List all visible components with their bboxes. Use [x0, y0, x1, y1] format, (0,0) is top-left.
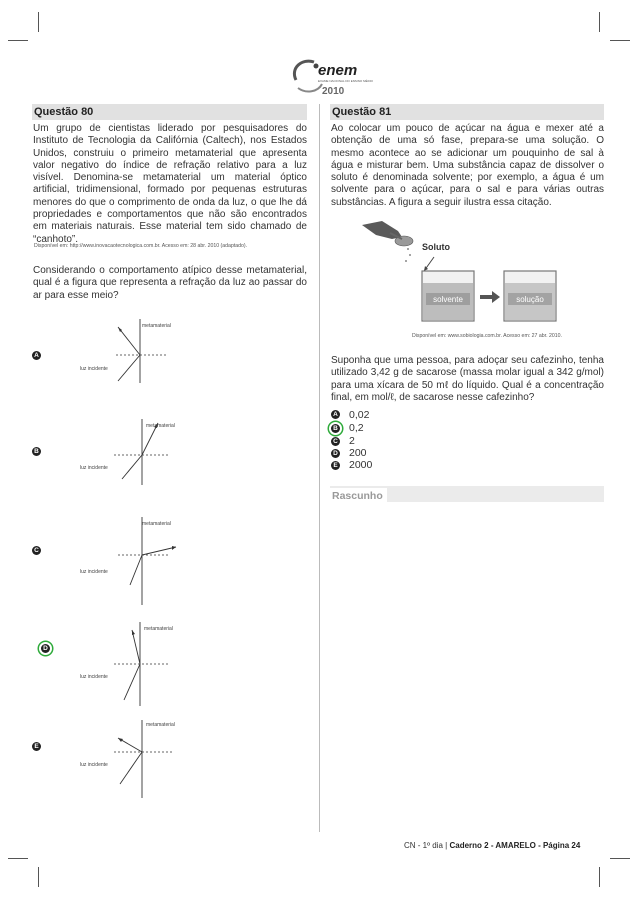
answer-b-value[interactable]: 0,2 — [349, 422, 364, 434]
question-81-source: Disponível em: www.sobiologia.com.br. Acesso em: 27 abr. 2010. — [412, 333, 562, 339]
crop-mark — [599, 867, 600, 887]
answer-c-value[interactable]: 2 — [349, 435, 355, 447]
option-e-figure[interactable] — [78, 718, 190, 800]
option-b-label-top: metamaterial — [146, 423, 175, 429]
rascunho-header — [330, 486, 604, 502]
crop-mark — [8, 40, 28, 41]
answer-c-badge[interactable]: C — [331, 437, 340, 446]
option-d-label-bottom: luz incidente — [80, 674, 108, 680]
option-c-label-bottom: luz incidente — [80, 569, 108, 575]
option-d-figure[interactable] — [78, 620, 190, 708]
option-a-badge[interactable]: A — [32, 351, 41, 360]
page-footer — [404, 841, 580, 850]
question-80-prompt: Considerando o comportamento atípico desse metamaterial, qual é a figura que representa a refração da luz ao passar do ar para esse meio? — [33, 265, 307, 301]
logo-subtitle: EXAME NACIONAL DO ENSINO MÉDIO — [318, 79, 373, 83]
crop-mark — [610, 858, 630, 859]
option-c-figure[interactable] — [78, 515, 190, 607]
question-80-header: Questão 80 — [32, 104, 307, 120]
option-b-label-bottom: luz incidente — [80, 465, 108, 471]
column-divider — [319, 104, 320, 832]
option-c-badge[interactable]: C — [32, 546, 41, 555]
soluto-label: Soluto — [422, 242, 450, 252]
option-d-badge[interactable]: D — [41, 644, 50, 653]
question-81-header: Questão 81 — [330, 104, 604, 120]
answer-b-badge[interactable]: B — [331, 424, 340, 433]
footer-right: Caderno 2 - AMARELO - Página 24 — [449, 841, 581, 850]
option-e-label-top: metamaterial — [146, 722, 175, 728]
solution-figure — [362, 217, 568, 323]
answer-a-badge[interactable]: A — [331, 410, 340, 419]
question-81-text: Ao colocar um pouco de açúcar na água e mexer até a obtenção de uma só fase, prepara-se uma solução. O mesmo acontece ao se adicionar um pouquinho de sal à água e misturar bem. Uma substância capaz de dissolver o soluto é denominada solvente; por exemplo, a água é um solvente para o açúcar, para o sal e para várias outras substâncias. A figura a seguir ilustra essa citação. — [331, 123, 604, 208]
question-81-prompt: Suponha que uma pessoa, para adoçar seu cafezinho, tenha utilizado 3,42 g de sacarose (massa molar igual a 342 g/mol) para uma xícara de 50 mℓ do líquido. Qual é a concentração final, em mol/ℓ, de sacarose nesse cafezinho? — [331, 355, 604, 403]
answer-e-value[interactable]: 2000 — [349, 459, 373, 471]
crop-mark — [38, 867, 39, 887]
option-e-label-bottom: luz incidente — [80, 762, 108, 768]
question-80-source: Disponível em: http://www.inovacaotecnologica.com.br. Acesso em: 28 abr. 2010 (adaptado). — [34, 243, 248, 249]
option-b-badge[interactable]: B — [32, 447, 41, 456]
option-d-label-top: metamaterial — [144, 626, 173, 632]
option-e-badge[interactable]: E — [32, 742, 41, 751]
option-c-label-top: metamaterial — [142, 521, 171, 527]
answer-a-value[interactable]: 0,02 — [349, 409, 370, 421]
crop-mark — [8, 858, 28, 859]
footer-left: CN - 1º dia | — [404, 841, 450, 850]
logo-text: enem — [318, 62, 358, 79]
option-a-label-top: metamaterial — [142, 323, 171, 329]
crop-mark — [610, 40, 630, 41]
answer-e-badge[interactable]: E — [331, 461, 340, 470]
question-80-text: Um grupo de cientistas liderado por pesquisadores do Instituto de Tecnologia da Califórnia (Caltech), nos Estados Unidos, construiu o primeiro metamaterial que apresenta valor negativo do índice de refração relativo para a luz visível. Denomina-se metamaterial um material óptico artificial, tridimensional, formado por pequenas estruturas menores do que o comprimento de onda da luz, o que lhe dá propriedades e comportamentos que não são encontrados em materiais naturais. Esse material tem sido chamado de “canhoto”. — [33, 123, 307, 245]
answer-d-badge[interactable]: D — [331, 449, 340, 458]
crop-mark — [599, 12, 600, 32]
solucao-label: solução — [516, 295, 544, 304]
crop-mark — [38, 12, 39, 32]
option-a-label-bottom: luz incidente — [80, 366, 108, 372]
rascunho-label: Rascunho — [330, 488, 387, 504]
answer-d-value[interactable]: 200 — [349, 447, 367, 459]
option-a-figure[interactable] — [78, 317, 190, 385]
year-label: 2010 — [322, 86, 345, 97]
solvente-label: solvente — [433, 295, 463, 304]
option-b-figure[interactable] — [78, 417, 190, 487]
